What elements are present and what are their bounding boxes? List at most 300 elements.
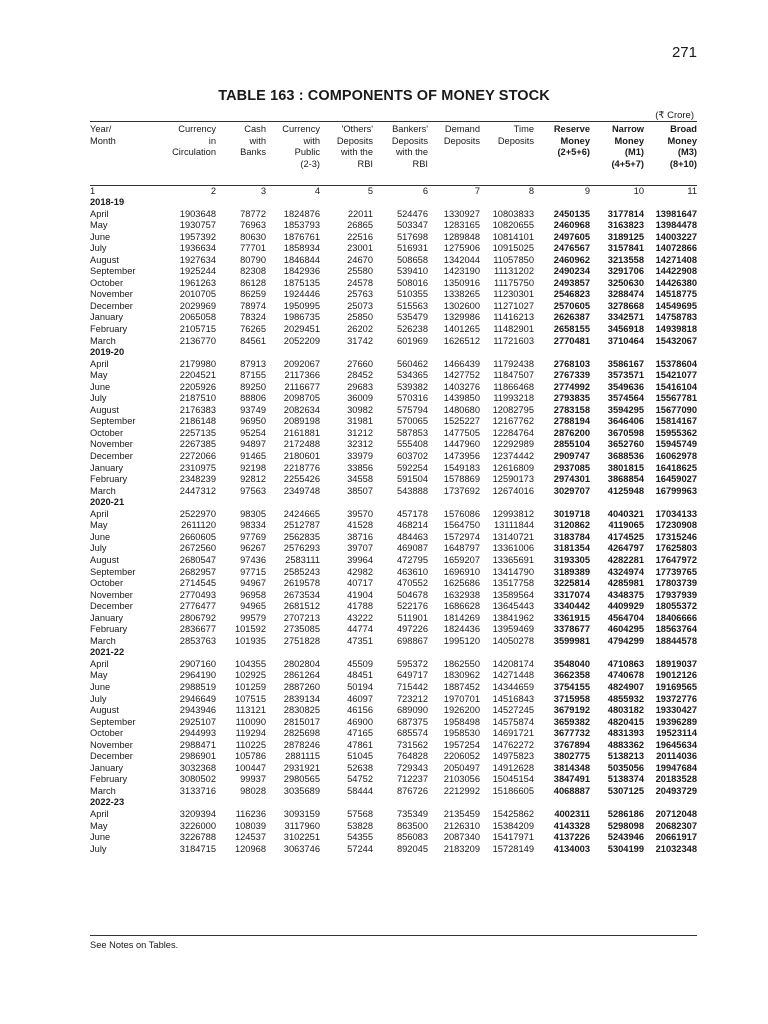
col-number-4: 4 xyxy=(314,186,320,196)
value-cell: 4604295 xyxy=(607,624,644,635)
value-cell: 5138213 xyxy=(607,751,644,762)
value-cell: 2783158 xyxy=(553,404,590,415)
table-title: TABLE 163 : COMPONENTS OF MONEY STOCK xyxy=(218,88,550,104)
table-row xyxy=(90,694,697,706)
year-label: 2019-20 xyxy=(90,347,125,358)
value-cell: 97769 xyxy=(240,531,266,542)
value-cell: 3868854 xyxy=(607,474,644,485)
value-cell: 2105715 xyxy=(179,324,216,335)
value-cell: 1995120 xyxy=(443,635,480,646)
value-cell: 13984478 xyxy=(655,220,697,231)
value-cell: 2546823 xyxy=(553,289,590,300)
value-cell: 15421077 xyxy=(655,370,697,381)
value-cell: 2576293 xyxy=(283,543,320,554)
value-cell: 2089198 xyxy=(283,416,320,427)
value-cell xyxy=(216,797,266,809)
value-cell: 4134003 xyxy=(553,843,590,854)
value-cell xyxy=(590,497,644,509)
value-cell: 15045154 xyxy=(492,774,534,785)
value-cell: 4285981 xyxy=(607,578,644,589)
value-cell: 11482901 xyxy=(493,324,534,335)
table-row xyxy=(90,774,697,786)
value-cell: 13414790 xyxy=(492,566,534,577)
value-cell: 14516843 xyxy=(492,693,534,704)
value-cell: 1930757 xyxy=(179,220,216,231)
table-row xyxy=(90,659,697,671)
value-cell xyxy=(534,797,590,809)
month-label: May xyxy=(90,220,108,231)
value-cell: 88806 xyxy=(240,393,266,404)
value-cell: 1903648 xyxy=(179,208,216,219)
value-cell: 2212992 xyxy=(443,785,480,796)
table-row xyxy=(90,590,697,602)
value-cell: 43222 xyxy=(347,612,373,623)
value-cell: 41528 xyxy=(347,520,373,531)
value-cell: 100447 xyxy=(234,762,266,773)
month-label: April xyxy=(90,208,109,219)
value-cell: 1958530 xyxy=(443,728,480,739)
value-cell: 11175750 xyxy=(494,277,534,288)
value-cell: 685574 xyxy=(396,728,428,739)
value-cell: 2583111 xyxy=(285,554,320,565)
value-cell: 3586167 xyxy=(607,358,644,369)
value-cell: 3670598 xyxy=(607,427,644,438)
month-label: April xyxy=(90,358,109,369)
value-cell: 1564750 xyxy=(443,520,480,531)
value-cell: 26865 xyxy=(347,220,373,231)
header-broad-money: Broad Money (M3) (8+10) xyxy=(667,124,697,169)
value-cell: 94967 xyxy=(240,578,266,589)
value-cell: 93749 xyxy=(240,404,266,415)
value-cell: 99937 xyxy=(240,774,266,785)
value-cell: 89250 xyxy=(240,381,266,392)
value-cell: 4002311 xyxy=(554,808,590,819)
value-cell xyxy=(216,497,266,509)
col-number-11: 11 xyxy=(687,186,697,196)
value-cell xyxy=(320,797,373,809)
value-cell xyxy=(534,497,590,509)
value-cell xyxy=(590,647,644,659)
value-cell xyxy=(160,497,216,509)
value-cell: 3225814 xyxy=(553,578,590,589)
value-cell: 15814167 xyxy=(655,416,697,427)
value-cell: 10814101 xyxy=(492,231,534,242)
value-cell: 522176 xyxy=(396,601,428,612)
value-cell: 484463 xyxy=(396,531,428,542)
value-cell: 2853763 xyxy=(179,635,216,646)
value-cell: 4324974 xyxy=(607,566,644,577)
value-cell: 876726 xyxy=(396,785,428,796)
value-cell: 12374442 xyxy=(492,451,534,462)
value-cell: 78974 xyxy=(240,300,266,311)
value-cell: 3767894 xyxy=(553,739,590,750)
value-cell: 33856 xyxy=(347,462,373,473)
value-cell: 13841962 xyxy=(492,612,534,623)
value-cell: 3157841 xyxy=(607,243,644,254)
value-cell: 54355 xyxy=(347,832,373,843)
table-row xyxy=(90,359,697,371)
value-cell: 3184715 xyxy=(179,843,216,854)
value-cell: 29683 xyxy=(347,381,373,392)
value-cell: 1970701 xyxy=(443,693,480,704)
value-cell: 11792438 xyxy=(493,358,534,369)
value-cell: 5138374 xyxy=(607,774,644,785)
value-cell: 539410 xyxy=(396,266,428,277)
value-cell: 2348239 xyxy=(179,474,216,485)
table-row xyxy=(90,578,697,590)
value-cell: 1625686 xyxy=(443,578,480,589)
table-row xyxy=(90,463,697,475)
value-cell: 863500 xyxy=(396,820,428,831)
value-cell: 2493857 xyxy=(553,277,590,288)
value-cell: 3814348 xyxy=(553,762,590,773)
value-cell: 15728149 xyxy=(492,843,534,854)
value-cell: 3715958 xyxy=(553,693,590,704)
value-cell: 20114036 xyxy=(656,751,697,762)
value-cell: 3340442 xyxy=(553,601,590,612)
value-cell: 19645634 xyxy=(655,739,697,750)
value-cell xyxy=(534,647,590,659)
value-cell: 41904 xyxy=(347,589,373,600)
value-cell: 14549695 xyxy=(655,300,697,311)
value-cell xyxy=(266,347,320,359)
value-cell: 3662358 xyxy=(553,670,590,681)
value-cell: 1737692 xyxy=(443,485,480,496)
month-label: November xyxy=(90,289,133,300)
month-label: June xyxy=(90,381,111,392)
value-cell: 113121 xyxy=(235,705,266,716)
col-number-10: 10 xyxy=(633,186,644,196)
value-cell: 4137226 xyxy=(553,832,590,843)
value-cell: 41788 xyxy=(347,601,373,612)
value-cell: 2825698 xyxy=(283,728,320,739)
value-cell xyxy=(373,347,428,359)
value-cell: 119294 xyxy=(235,728,266,739)
month-label: March xyxy=(90,785,116,796)
value-cell: 1578869 xyxy=(443,474,480,485)
value-cell: 14758783 xyxy=(655,312,697,323)
value-cell: 105786 xyxy=(234,751,266,762)
header-year-month: Year/ Month xyxy=(90,124,116,146)
value-cell: 12082795 xyxy=(492,404,534,415)
year-label: 2018-19 xyxy=(90,197,125,207)
month-label: September xyxy=(90,266,136,277)
value-cell: 30982 xyxy=(347,404,373,415)
value-cell: 2010705 xyxy=(179,289,216,300)
table-row xyxy=(90,439,697,451)
table-row xyxy=(90,717,697,729)
value-cell: 2672560 xyxy=(179,543,216,554)
table-bottom-rule xyxy=(90,935,697,936)
value-cell: 2988519 xyxy=(179,681,216,692)
value-cell: 98305 xyxy=(240,508,266,519)
value-cell: 36009 xyxy=(347,393,373,404)
month-label: April xyxy=(90,808,109,819)
value-cell: 3133716 xyxy=(179,785,216,796)
year-heading-row xyxy=(90,197,697,209)
value-cell: 2937085 xyxy=(553,462,590,473)
value-cell: 13981647 xyxy=(655,208,697,219)
value-cell: 52638 xyxy=(347,762,373,773)
value-cell: 11993218 xyxy=(493,393,534,404)
value-cell: 2660605 xyxy=(179,531,216,542)
month-label: October xyxy=(90,277,124,288)
value-cell: 19372776 xyxy=(655,693,697,704)
value-cell: 2768103 xyxy=(553,358,590,369)
value-cell: 15945749 xyxy=(655,439,697,450)
value-cell xyxy=(373,647,428,659)
month-label: June xyxy=(90,531,111,542)
value-cell: 2218776 xyxy=(283,462,320,473)
value-cell: 1626512 xyxy=(443,335,480,346)
value-cell: 516931 xyxy=(396,243,428,254)
value-cell: 2585243 xyxy=(283,566,320,577)
value-cell: 53828 xyxy=(347,820,373,831)
value-cell: 575794 xyxy=(396,404,428,415)
value-cell: 1275906 xyxy=(443,243,480,254)
value-cell: 3342571 xyxy=(607,312,644,323)
value-cell: 1330927 xyxy=(443,208,480,219)
value-cell: 2087340 xyxy=(443,832,480,843)
table-row xyxy=(90,844,697,856)
table-row xyxy=(90,301,697,313)
value-cell: 14912628 xyxy=(492,762,534,773)
value-cell xyxy=(590,197,644,209)
value-cell: 2793835 xyxy=(553,393,590,404)
table-row xyxy=(90,751,697,763)
value-cell: 4564704 xyxy=(607,612,644,623)
value-cell: 3659382 xyxy=(553,716,590,727)
value-cell: 77701 xyxy=(240,243,266,254)
value-cell: 1814269 xyxy=(443,612,480,623)
value-cell: 31981 xyxy=(347,416,373,427)
value-cell: 2460968 xyxy=(553,220,590,231)
month-label: October xyxy=(90,427,124,438)
table-row xyxy=(90,243,697,255)
value-cell: 51045 xyxy=(347,751,373,762)
table-row xyxy=(90,670,697,682)
value-cell: 15378604 xyxy=(655,358,697,369)
value-cell: 3163823 xyxy=(607,220,644,231)
value-cell: 17625803 xyxy=(655,543,697,554)
col-number-3: 3 xyxy=(260,186,266,196)
value-cell: 4125948 xyxy=(607,485,644,496)
header-time-deposits: Time Deposits xyxy=(497,124,534,146)
value-cell: 570316 xyxy=(396,393,428,404)
month-label: February xyxy=(90,474,128,485)
value-cell: 3801815 xyxy=(607,462,644,473)
table-row xyxy=(90,209,697,221)
page-number: 271 xyxy=(671,44,697,61)
value-cell: 3754155 xyxy=(553,681,590,692)
value-cell: 2735085 xyxy=(283,624,320,635)
value-cell: 1986735 xyxy=(283,312,320,323)
value-cell: 40717 xyxy=(347,578,373,589)
value-cell: 4143328 xyxy=(553,820,590,831)
value-cell: 13365691 xyxy=(492,554,534,565)
value-cell: 31212 xyxy=(347,427,373,438)
value-cell: 2943946 xyxy=(179,705,216,716)
value-cell: 2052209 xyxy=(283,335,320,346)
value-cell: 1830962 xyxy=(443,670,480,681)
value-cell: 4174525 xyxy=(607,531,644,542)
value-cell: 19523114 xyxy=(656,728,697,739)
value-cell: 4855932 xyxy=(607,693,644,704)
value-cell: 97715 xyxy=(240,566,266,577)
value-cell: 2065058 xyxy=(179,312,216,323)
value-cell: 14003227 xyxy=(655,231,697,242)
value-cell: 1302600 xyxy=(443,300,480,311)
value-cell: 46900 xyxy=(347,716,373,727)
value-cell: 3599981 xyxy=(553,635,590,646)
month-label: November xyxy=(90,739,133,750)
value-cell: 3250630 xyxy=(607,277,644,288)
value-cell: 1576086 xyxy=(443,508,480,519)
value-cell: 1342044 xyxy=(443,254,480,265)
table-row xyxy=(90,555,697,567)
value-cell xyxy=(644,497,697,509)
value-cell: 120968 xyxy=(234,843,266,854)
value-cell: 469087 xyxy=(396,543,428,554)
value-cell: 15384209 xyxy=(492,820,534,831)
value-cell: 1925244 xyxy=(179,266,216,277)
table-row xyxy=(90,509,697,521)
value-cell: 3677732 xyxy=(553,728,590,739)
month-label: February xyxy=(90,774,128,785)
value-cell: 39570 xyxy=(347,508,373,519)
header-bankers-deposits: Bankers' Deposits with the RBI xyxy=(391,124,428,169)
value-cell: 1549183 xyxy=(443,462,480,473)
value-cell xyxy=(216,347,266,359)
value-cell: 2512787 xyxy=(283,520,320,531)
value-cell: 25073 xyxy=(347,300,373,311)
value-cell: 20183528 xyxy=(655,774,697,785)
value-cell: 535479 xyxy=(396,312,428,323)
value-cell xyxy=(266,197,320,209)
value-cell: 1936634 xyxy=(179,243,216,254)
table-row xyxy=(90,278,697,290)
month-label: January xyxy=(90,612,124,623)
value-cell: 3288474 xyxy=(607,289,644,300)
value-cell: 2424665 xyxy=(283,508,320,519)
value-cell: 2770481 xyxy=(553,335,590,346)
value-cell: 25580 xyxy=(347,266,373,277)
month-label: April xyxy=(90,658,109,669)
value-cell: 20661917 xyxy=(655,832,697,843)
value-cell: 515563 xyxy=(396,300,428,311)
value-cell: 1696910 xyxy=(443,566,480,577)
value-cell: 14208174 xyxy=(492,658,534,669)
value-cell: 1824436 xyxy=(443,624,480,635)
value-cell: 3183784 xyxy=(553,531,590,542)
value-cell: 503347 xyxy=(396,220,428,231)
value-cell: 2881115 xyxy=(285,751,320,762)
header-currency-with-public: Currency with Public (2-3) xyxy=(282,124,320,169)
col-number-8: 8 xyxy=(528,186,534,196)
value-cell: 80790 xyxy=(240,254,266,265)
value-cell: 1875135 xyxy=(283,277,320,288)
value-cell: 5307125 xyxy=(607,785,644,796)
value-cell: 14271448 xyxy=(492,670,534,681)
table-row xyxy=(90,601,697,613)
value-cell: 3019718 xyxy=(553,508,590,519)
year-heading-row xyxy=(90,647,697,659)
value-cell xyxy=(428,797,480,809)
month-label: November xyxy=(90,439,133,450)
table-row xyxy=(90,474,697,486)
value-cell: 78324 xyxy=(240,312,266,323)
value-cell: 18406666 xyxy=(655,612,697,623)
value-cell: 3093159 xyxy=(283,808,320,819)
value-cell: 2802804 xyxy=(283,658,320,669)
value-cell: 517698 xyxy=(396,231,428,242)
value-cell: 46156 xyxy=(347,705,373,716)
value-cell: 2176383 xyxy=(179,404,216,415)
value-cell: 2770493 xyxy=(179,589,216,600)
value-cell xyxy=(480,797,534,809)
value-cell: 524476 xyxy=(396,208,428,219)
value-cell: 12590173 xyxy=(492,474,534,485)
value-cell: 76265 xyxy=(240,324,266,335)
value-cell: 856083 xyxy=(396,832,428,843)
value-cell xyxy=(216,647,266,659)
month-label: June xyxy=(90,832,111,843)
value-cell: 3177814 xyxy=(607,208,644,219)
value-cell: 18563764 xyxy=(655,624,697,635)
value-cell: 3102251 xyxy=(283,832,320,843)
value-cell xyxy=(373,197,428,209)
month-label: January xyxy=(90,312,124,323)
value-cell: 13517758 xyxy=(492,578,534,589)
value-cell: 526238 xyxy=(396,324,428,335)
value-cell: 92198 xyxy=(240,462,266,473)
value-cell: 1403276 xyxy=(443,381,480,392)
value-cell: 87913 xyxy=(240,358,266,369)
value-cell: 457178 xyxy=(396,508,428,519)
month-label: December xyxy=(90,751,133,762)
value-cell: 4348375 xyxy=(607,589,644,600)
value-cell: 689090 xyxy=(396,705,428,716)
table-row xyxy=(90,232,697,244)
value-cell xyxy=(320,347,373,359)
value-cell: 20682307 xyxy=(655,820,697,831)
value-cell: 38507 xyxy=(347,485,373,496)
value-cell: 3226788 xyxy=(179,832,216,843)
value-cell: 2136770 xyxy=(179,335,216,346)
value-cell: 3181354 xyxy=(553,543,590,554)
value-cell xyxy=(534,347,590,359)
value-cell: 101592 xyxy=(234,624,266,635)
value-cell xyxy=(216,197,266,209)
value-cell: 2562835 xyxy=(283,531,320,542)
value-cell: 764828 xyxy=(396,751,428,762)
value-cell xyxy=(320,497,373,509)
value-cell: 2909747 xyxy=(553,451,590,462)
value-cell: 735349 xyxy=(396,808,428,819)
month-label: September xyxy=(90,566,136,577)
value-cell: 10803833 xyxy=(492,208,534,219)
value-cell: 2349748 xyxy=(283,485,320,496)
value-cell: 3679192 xyxy=(553,705,590,716)
value-cell: 2836677 xyxy=(179,624,216,635)
value-cell: 92812 xyxy=(240,474,266,485)
value-cell: 17937939 xyxy=(655,589,697,600)
value-cell: 94897 xyxy=(240,439,266,450)
value-cell: 20493729 xyxy=(655,785,697,796)
value-cell: 15417971 xyxy=(492,832,534,843)
value-cell: 11271027 xyxy=(493,300,534,311)
value-cell: 3189389 xyxy=(553,566,590,577)
